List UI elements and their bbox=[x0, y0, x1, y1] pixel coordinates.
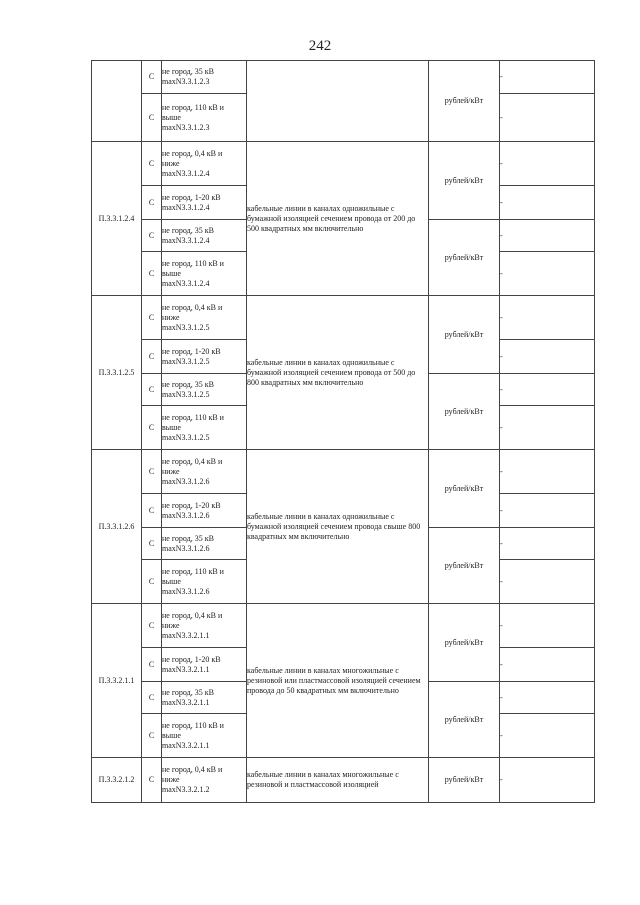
voltage-description bbox=[162, 252, 247, 296]
voltage-description-line: maxN3.3.2.1.2 bbox=[162, 785, 210, 794]
voltage-description bbox=[162, 714, 247, 758]
value-cell: - bbox=[500, 252, 595, 296]
voltage-description bbox=[162, 560, 247, 604]
voltage-description-line: выше bbox=[162, 268, 181, 278]
item-code: П.3.3.1.2.6 bbox=[92, 450, 142, 604]
unit-label: рублей/кВт bbox=[429, 61, 500, 142]
voltage-description-line: не город, 1-20 кВ bbox=[162, 500, 221, 510]
voltage-description bbox=[162, 758, 247, 803]
category-c: С bbox=[142, 560, 162, 604]
voltage-description-line: maxN3.3.1.2.4 bbox=[162, 202, 210, 212]
voltage-description-line: maxN3.3.1.2.5 bbox=[162, 389, 210, 399]
voltage-description-line: не город, 110 кВ и bbox=[162, 102, 224, 112]
voltage-description-line: выше bbox=[162, 422, 181, 432]
category-c: С bbox=[142, 61, 162, 94]
value-cell: - bbox=[500, 528, 595, 560]
category-c: С bbox=[142, 604, 162, 648]
voltage-description-line: не город, 110 кВ и bbox=[162, 258, 224, 268]
unit-label: рублей/кВт bbox=[429, 220, 500, 296]
voltage-description bbox=[162, 682, 247, 714]
category-c: С bbox=[142, 142, 162, 186]
voltage-description-line: maxN3.3.1.2.5 bbox=[162, 356, 210, 366]
voltage-description-line: не город, 110 кВ и bbox=[162, 566, 224, 576]
category-c: С bbox=[142, 406, 162, 450]
voltage-description bbox=[162, 186, 247, 220]
cable-line-description: кабельные линии в каналах многожильные с резиновой и пластмассовой изоляцией bbox=[247, 758, 429, 803]
voltage-description-line: не город, 1-20 кВ bbox=[162, 192, 221, 202]
value-cell: - bbox=[500, 374, 595, 406]
unit-label: рублей/кВт bbox=[429, 682, 500, 758]
category-c: С bbox=[142, 758, 162, 803]
voltage-description bbox=[162, 61, 247, 94]
category-c: С bbox=[142, 186, 162, 220]
item-code: П.3.3.1.2.5 bbox=[92, 296, 142, 450]
table-row bbox=[92, 61, 595, 94]
item-code bbox=[92, 61, 142, 142]
voltage-description-line: maxN3.3.2.1.1 bbox=[162, 740, 210, 750]
unit-label: рублей/кВт bbox=[429, 374, 500, 450]
voltage-description-line: не город, 110 кВ и bbox=[162, 720, 224, 730]
voltage-description-line: maxN3.3.1.2.3 bbox=[162, 77, 210, 86]
voltage-description-line: ниже bbox=[162, 466, 180, 476]
unit-label: рублей/кВт bbox=[429, 296, 500, 374]
voltage-description-line: не город, 110 кВ и bbox=[162, 412, 224, 422]
voltage-description bbox=[162, 648, 247, 682]
category-c: С bbox=[142, 494, 162, 528]
voltage-description-line: ниже bbox=[162, 312, 180, 322]
unit-label: рублей/кВт bbox=[429, 142, 500, 220]
value-cell: - bbox=[500, 186, 595, 220]
tariff-table bbox=[91, 60, 595, 803]
category-c: С bbox=[142, 220, 162, 252]
voltage-description-line: maxN3.3.2.1.1 bbox=[162, 664, 210, 674]
voltage-description-line: не город, 0,4 кВ и bbox=[162, 765, 223, 774]
voltage-description-line: не город, 1-20 кВ bbox=[162, 346, 221, 356]
voltage-description bbox=[162, 374, 247, 406]
value-cell: - bbox=[500, 682, 595, 714]
unit-label: рублей/кВт bbox=[429, 758, 500, 803]
voltage-description-line: maxN3.3.1.2.6 bbox=[162, 586, 210, 596]
voltage-description-line: maxN3.3.1.2.6 bbox=[162, 510, 210, 520]
tariff-table-body bbox=[92, 61, 595, 803]
table-row bbox=[92, 142, 595, 186]
unit-label: рублей/кВт bbox=[429, 450, 500, 528]
voltage-description-line: maxN3.3.1.2.6 bbox=[162, 543, 210, 553]
cable-line-description: кабельные линии в каналах одножильные с бумажной изоляцией сечением провода свыше 800 квадратных мм включительно bbox=[247, 450, 429, 604]
voltage-description-line: ниже bbox=[162, 158, 180, 168]
item-code: П.3.3.1.2.4 bbox=[92, 142, 142, 296]
value-cell: - bbox=[500, 94, 595, 142]
category-c: С bbox=[142, 94, 162, 142]
value-cell: - bbox=[500, 494, 595, 528]
value-cell: - bbox=[500, 604, 595, 648]
voltage-description-line: не город, 0,4 кВ и bbox=[162, 302, 223, 312]
table-row bbox=[92, 604, 595, 648]
category-c: С bbox=[142, 252, 162, 296]
voltage-description bbox=[162, 450, 247, 494]
voltage-description-line: не город, 35 кВ bbox=[162, 687, 214, 697]
category-c: С bbox=[142, 714, 162, 758]
voltage-description bbox=[162, 296, 247, 340]
unit-label: рублей/кВт bbox=[429, 528, 500, 604]
voltage-description-line: не город, 35 кВ bbox=[162, 67, 214, 76]
value-cell: - bbox=[500, 406, 595, 450]
voltage-description bbox=[162, 604, 247, 648]
voltage-description-line: не город, 35 кВ bbox=[162, 379, 214, 389]
voltage-description-line: выше bbox=[162, 576, 181, 586]
voltage-description-line: не город, 35 кВ bbox=[162, 225, 214, 235]
voltage-description-line: не город, 0,4 кВ и bbox=[162, 148, 223, 158]
voltage-description-line: выше bbox=[162, 112, 181, 122]
item-code: П.3.3.2.1.1 bbox=[92, 604, 142, 758]
value-cell: - bbox=[500, 340, 595, 374]
voltage-description-line: не город, 1-20 кВ bbox=[162, 654, 221, 664]
voltage-description-line: ниже bbox=[162, 775, 180, 784]
voltage-description-line: maxN3.3.1.2.4 bbox=[162, 235, 210, 245]
value-cell: - bbox=[500, 714, 595, 758]
voltage-description-line: maxN3.3.1.2.4 bbox=[162, 168, 210, 178]
value-cell: - bbox=[500, 560, 595, 604]
category-c: С bbox=[142, 648, 162, 682]
voltage-description bbox=[162, 528, 247, 560]
category-c: С bbox=[142, 296, 162, 340]
value-cell: - bbox=[500, 758, 595, 803]
voltage-description bbox=[162, 142, 247, 186]
cable-line-description: кабельные линии в каналах одножильные с бумажной изоляцией сечением провода от 500 до 800 квадратных мм включительно bbox=[247, 296, 429, 450]
voltage-description bbox=[162, 94, 247, 142]
value-cell: - bbox=[500, 296, 595, 340]
page-number: 242 bbox=[308, 38, 332, 54]
value-cell: - bbox=[500, 142, 595, 186]
voltage-description-line: не город, 35 кВ bbox=[162, 533, 214, 543]
voltage-description-line: maxN3.3.1.2.3 bbox=[162, 122, 210, 132]
value-cell: - bbox=[500, 61, 595, 94]
voltage-description-line: не город, 0,4 кВ и bbox=[162, 610, 223, 620]
value-cell: - bbox=[500, 220, 595, 252]
voltage-description bbox=[162, 406, 247, 450]
voltage-description-line: maxN3.3.1.2.5 bbox=[162, 322, 210, 332]
voltage-description bbox=[162, 494, 247, 528]
value-cell: - bbox=[500, 648, 595, 682]
voltage-description-line: maxN3.3.1.2.6 bbox=[162, 476, 210, 486]
item-code: П.3.3.2.1.2 bbox=[92, 758, 142, 803]
category-c: С bbox=[142, 682, 162, 714]
category-c: С bbox=[142, 340, 162, 374]
category-c: С bbox=[142, 374, 162, 406]
table-row bbox=[92, 450, 595, 494]
voltage-description-line: не город, 0,4 кВ и bbox=[162, 456, 223, 466]
unit-label: рублей/кВт bbox=[429, 604, 500, 682]
table-row bbox=[92, 758, 595, 803]
cable-line-description bbox=[247, 61, 429, 142]
category-c: С bbox=[142, 528, 162, 560]
cable-line-description: кабельные линии в каналах одножильные с бумажной изоляцией сечением провода от 200 до 500 квадратных мм включительно bbox=[247, 142, 429, 296]
voltage-description-line: ниже bbox=[162, 620, 180, 630]
voltage-description-line: maxN3.3.1.2.4 bbox=[162, 278, 210, 288]
table-row bbox=[92, 296, 595, 340]
voltage-description bbox=[162, 220, 247, 252]
category-c: С bbox=[142, 450, 162, 494]
voltage-description bbox=[162, 340, 247, 374]
voltage-description-line: maxN3.3.2.1.1 bbox=[162, 630, 210, 640]
voltage-description-line: выше bbox=[162, 730, 181, 740]
value-cell: - bbox=[500, 450, 595, 494]
cable-line-description: кабельные линии в каналах многожильные с резиновой или пластмассовой изоляцией сечением провода до 50 квадратных мм включительно bbox=[247, 604, 429, 758]
voltage-description-line: maxN3.3.1.2.5 bbox=[162, 432, 210, 442]
voltage-description-line: maxN3.3.2.1.1 bbox=[162, 697, 210, 707]
